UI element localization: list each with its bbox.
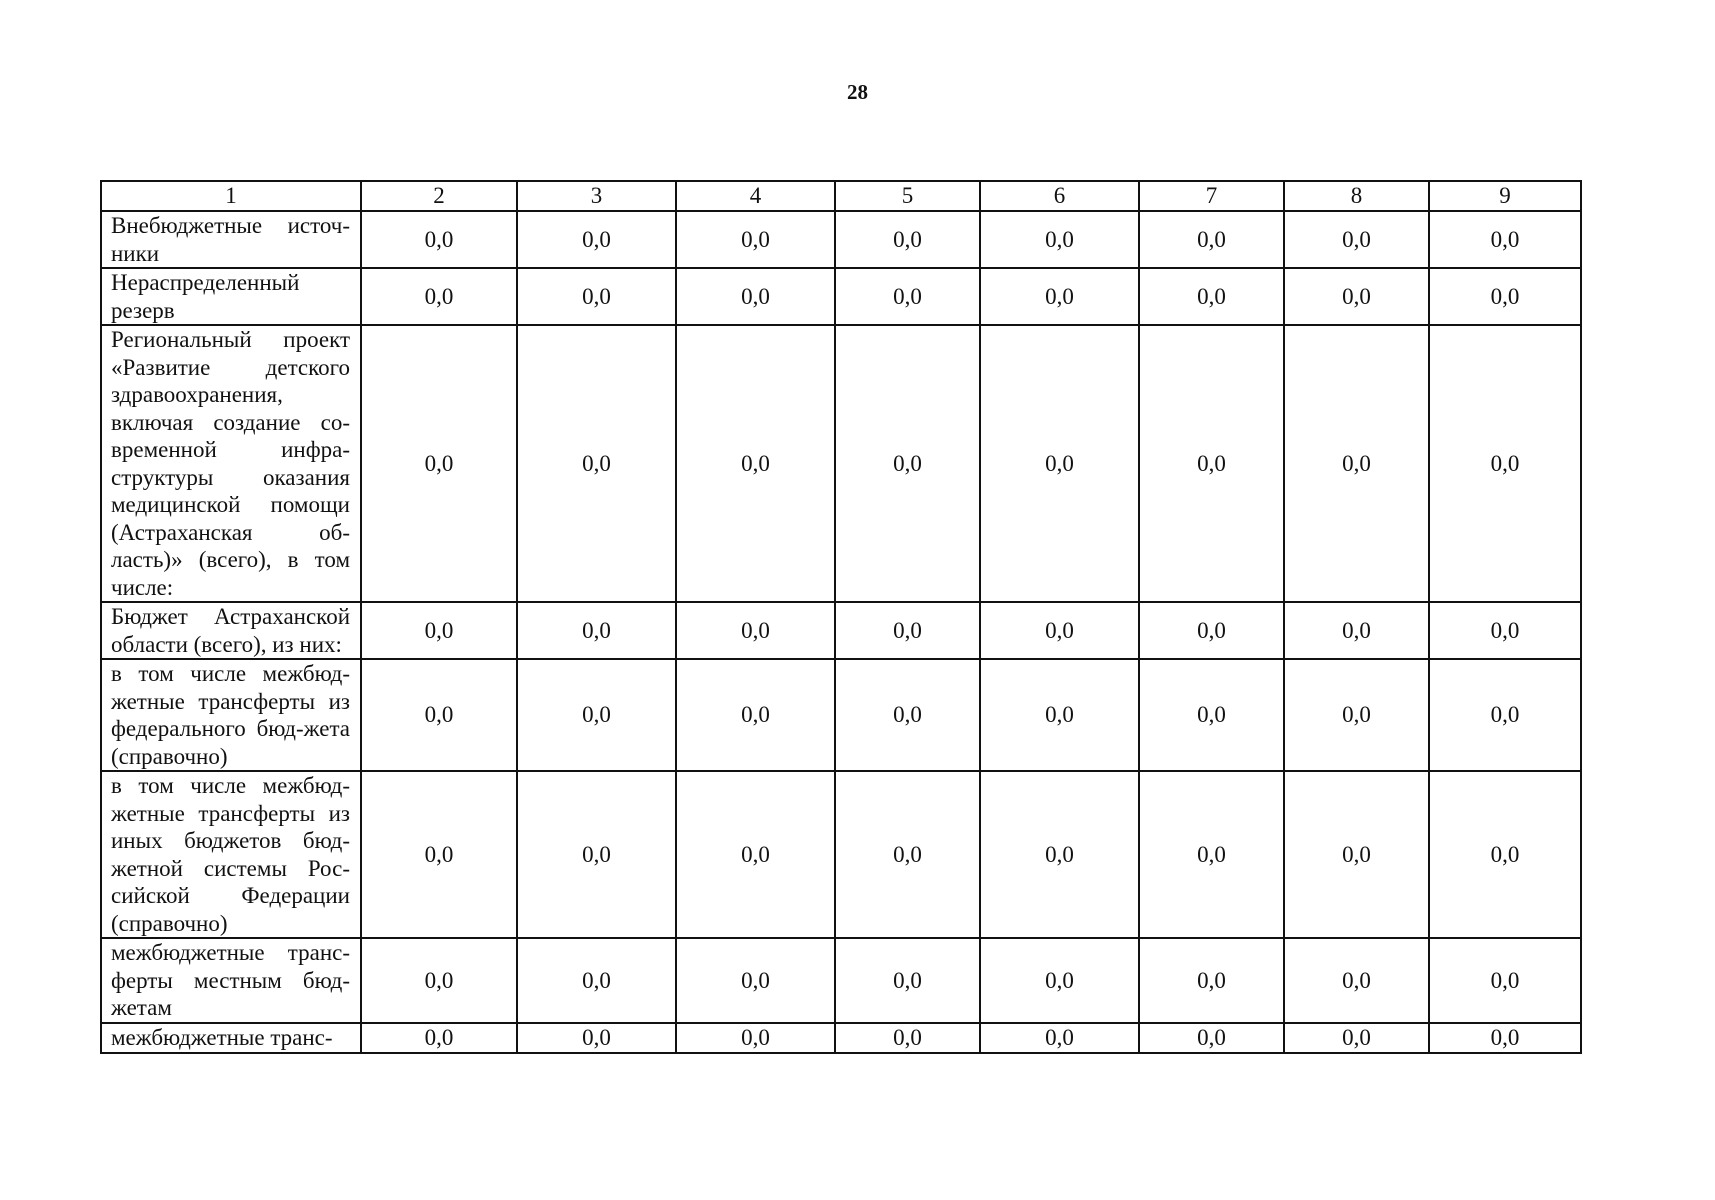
table-cell: 0,0 xyxy=(676,938,835,1023)
table-cell: 0,0 xyxy=(676,211,835,268)
table-cell: 0,0 xyxy=(1429,659,1581,771)
row-label: межбюджетные транс-ферты местным бюд-жетам xyxy=(101,938,361,1023)
table-cell: 0,0 xyxy=(835,602,980,659)
table-row xyxy=(101,659,1581,771)
table-cell: 0,0 xyxy=(1139,268,1284,325)
table-cell: 0,0 xyxy=(835,938,980,1023)
column-header: 3 xyxy=(517,181,676,211)
column-header: 8 xyxy=(1284,181,1429,211)
table-cell: 0,0 xyxy=(835,325,980,602)
table-cell: 0,0 xyxy=(676,325,835,602)
table-cell: 0,0 xyxy=(676,602,835,659)
table-cell: 0,0 xyxy=(980,659,1139,771)
table-cell: 0,0 xyxy=(517,1023,676,1053)
table-row xyxy=(101,1023,1581,1053)
table-cell: 0,0 xyxy=(1139,325,1284,602)
table-cell: 0,0 xyxy=(361,325,517,602)
table-cell: 0,0 xyxy=(1429,211,1581,268)
table-cell: 0,0 xyxy=(676,659,835,771)
table-cell: 0,0 xyxy=(1139,659,1284,771)
table-cell: 0,0 xyxy=(361,938,517,1023)
column-header: 2 xyxy=(361,181,517,211)
table-cell: 0,0 xyxy=(980,938,1139,1023)
table-cell: 0,0 xyxy=(517,771,676,938)
table-cell: 0,0 xyxy=(980,602,1139,659)
table-cell: 0,0 xyxy=(1284,1023,1429,1053)
table-cell: 0,0 xyxy=(1284,659,1429,771)
table-cell: 0,0 xyxy=(1139,771,1284,938)
table-cell: 0,0 xyxy=(676,1023,835,1053)
row-label: межбюджетные транс- xyxy=(101,1023,361,1053)
page-number: 28 xyxy=(847,80,868,104)
table-row xyxy=(101,268,1581,325)
table-cell: 0,0 xyxy=(676,268,835,325)
table-row xyxy=(101,771,1581,938)
table-cell: 0,0 xyxy=(676,771,835,938)
table-row xyxy=(101,325,1581,602)
table-cell: 0,0 xyxy=(835,268,980,325)
table-cell: 0,0 xyxy=(1139,602,1284,659)
table-cell: 0,0 xyxy=(1284,771,1429,938)
table-cell: 0,0 xyxy=(980,211,1139,268)
table-cell: 0,0 xyxy=(517,268,676,325)
table-cell: 0,0 xyxy=(1139,1023,1284,1053)
table-cell: 0,0 xyxy=(361,602,517,659)
row-label: в том числе межбюд-жетные трансферты из федерального бюд-жета (справочно) xyxy=(101,659,361,771)
table-cell: 0,0 xyxy=(361,659,517,771)
table-cell: 0,0 xyxy=(517,602,676,659)
table-cell: 0,0 xyxy=(1284,938,1429,1023)
table-cell: 0,0 xyxy=(1429,938,1581,1023)
table-cell: 0,0 xyxy=(1429,602,1581,659)
header-row xyxy=(101,181,1581,211)
table-cell: 0,0 xyxy=(517,659,676,771)
table-cell: 0,0 xyxy=(517,211,676,268)
table-cell: 0,0 xyxy=(1429,325,1581,602)
row-label: в том числе межбюд-жетные трансферты из иных бюджетов бюд-жетной системы Рос-сийской Федерации (справочно) xyxy=(101,771,361,938)
column-header: 7 xyxy=(1139,181,1284,211)
table-cell: 0,0 xyxy=(980,268,1139,325)
table-cell: 0,0 xyxy=(1429,771,1581,938)
table-cell: 0,0 xyxy=(1429,1023,1581,1053)
table-row xyxy=(101,602,1581,659)
row-label: Внебюджетные источ-ники xyxy=(101,211,361,268)
table-cell: 0,0 xyxy=(980,325,1139,602)
table-cell: 0,0 xyxy=(361,1023,517,1053)
column-header: 1 xyxy=(101,181,361,211)
row-label: Нераспределенный резерв xyxy=(101,268,361,325)
table-cell: 0,0 xyxy=(1139,938,1284,1023)
column-header: 5 xyxy=(835,181,980,211)
table-cell: 0,0 xyxy=(517,938,676,1023)
table-row xyxy=(101,211,1581,268)
budget-table xyxy=(100,180,1582,1054)
table-cell: 0,0 xyxy=(1284,602,1429,659)
table-cell: 0,0 xyxy=(980,771,1139,938)
table-cell: 0,0 xyxy=(835,771,980,938)
table-cell: 0,0 xyxy=(361,771,517,938)
table-row xyxy=(101,938,1581,1023)
table-cell: 0,0 xyxy=(1284,211,1429,268)
table-cell: 0,0 xyxy=(361,211,517,268)
column-header: 4 xyxy=(676,181,835,211)
table-cell: 0,0 xyxy=(1429,268,1581,325)
table-cell: 0,0 xyxy=(835,211,980,268)
table-cell: 0,0 xyxy=(1139,211,1284,268)
table-cell: 0,0 xyxy=(1284,325,1429,602)
table-cell: 0,0 xyxy=(835,1023,980,1053)
table-cell: 0,0 xyxy=(517,325,676,602)
column-header: 6 xyxy=(980,181,1139,211)
row-label: Региональный проект «Развитие детского здравоохранения, включая создание со-временной инфра-структуры оказания медицинской помощи (Астраханская об-ласть)» (всего), в том числе: xyxy=(101,325,361,602)
table-cell: 0,0 xyxy=(980,1023,1139,1053)
column-header: 9 xyxy=(1429,181,1581,211)
table-cell: 0,0 xyxy=(835,659,980,771)
row-label: Бюджет Астраханской области (всего), из них: xyxy=(101,602,361,659)
table-cell: 0,0 xyxy=(361,268,517,325)
table-cell: 0,0 xyxy=(1284,268,1429,325)
